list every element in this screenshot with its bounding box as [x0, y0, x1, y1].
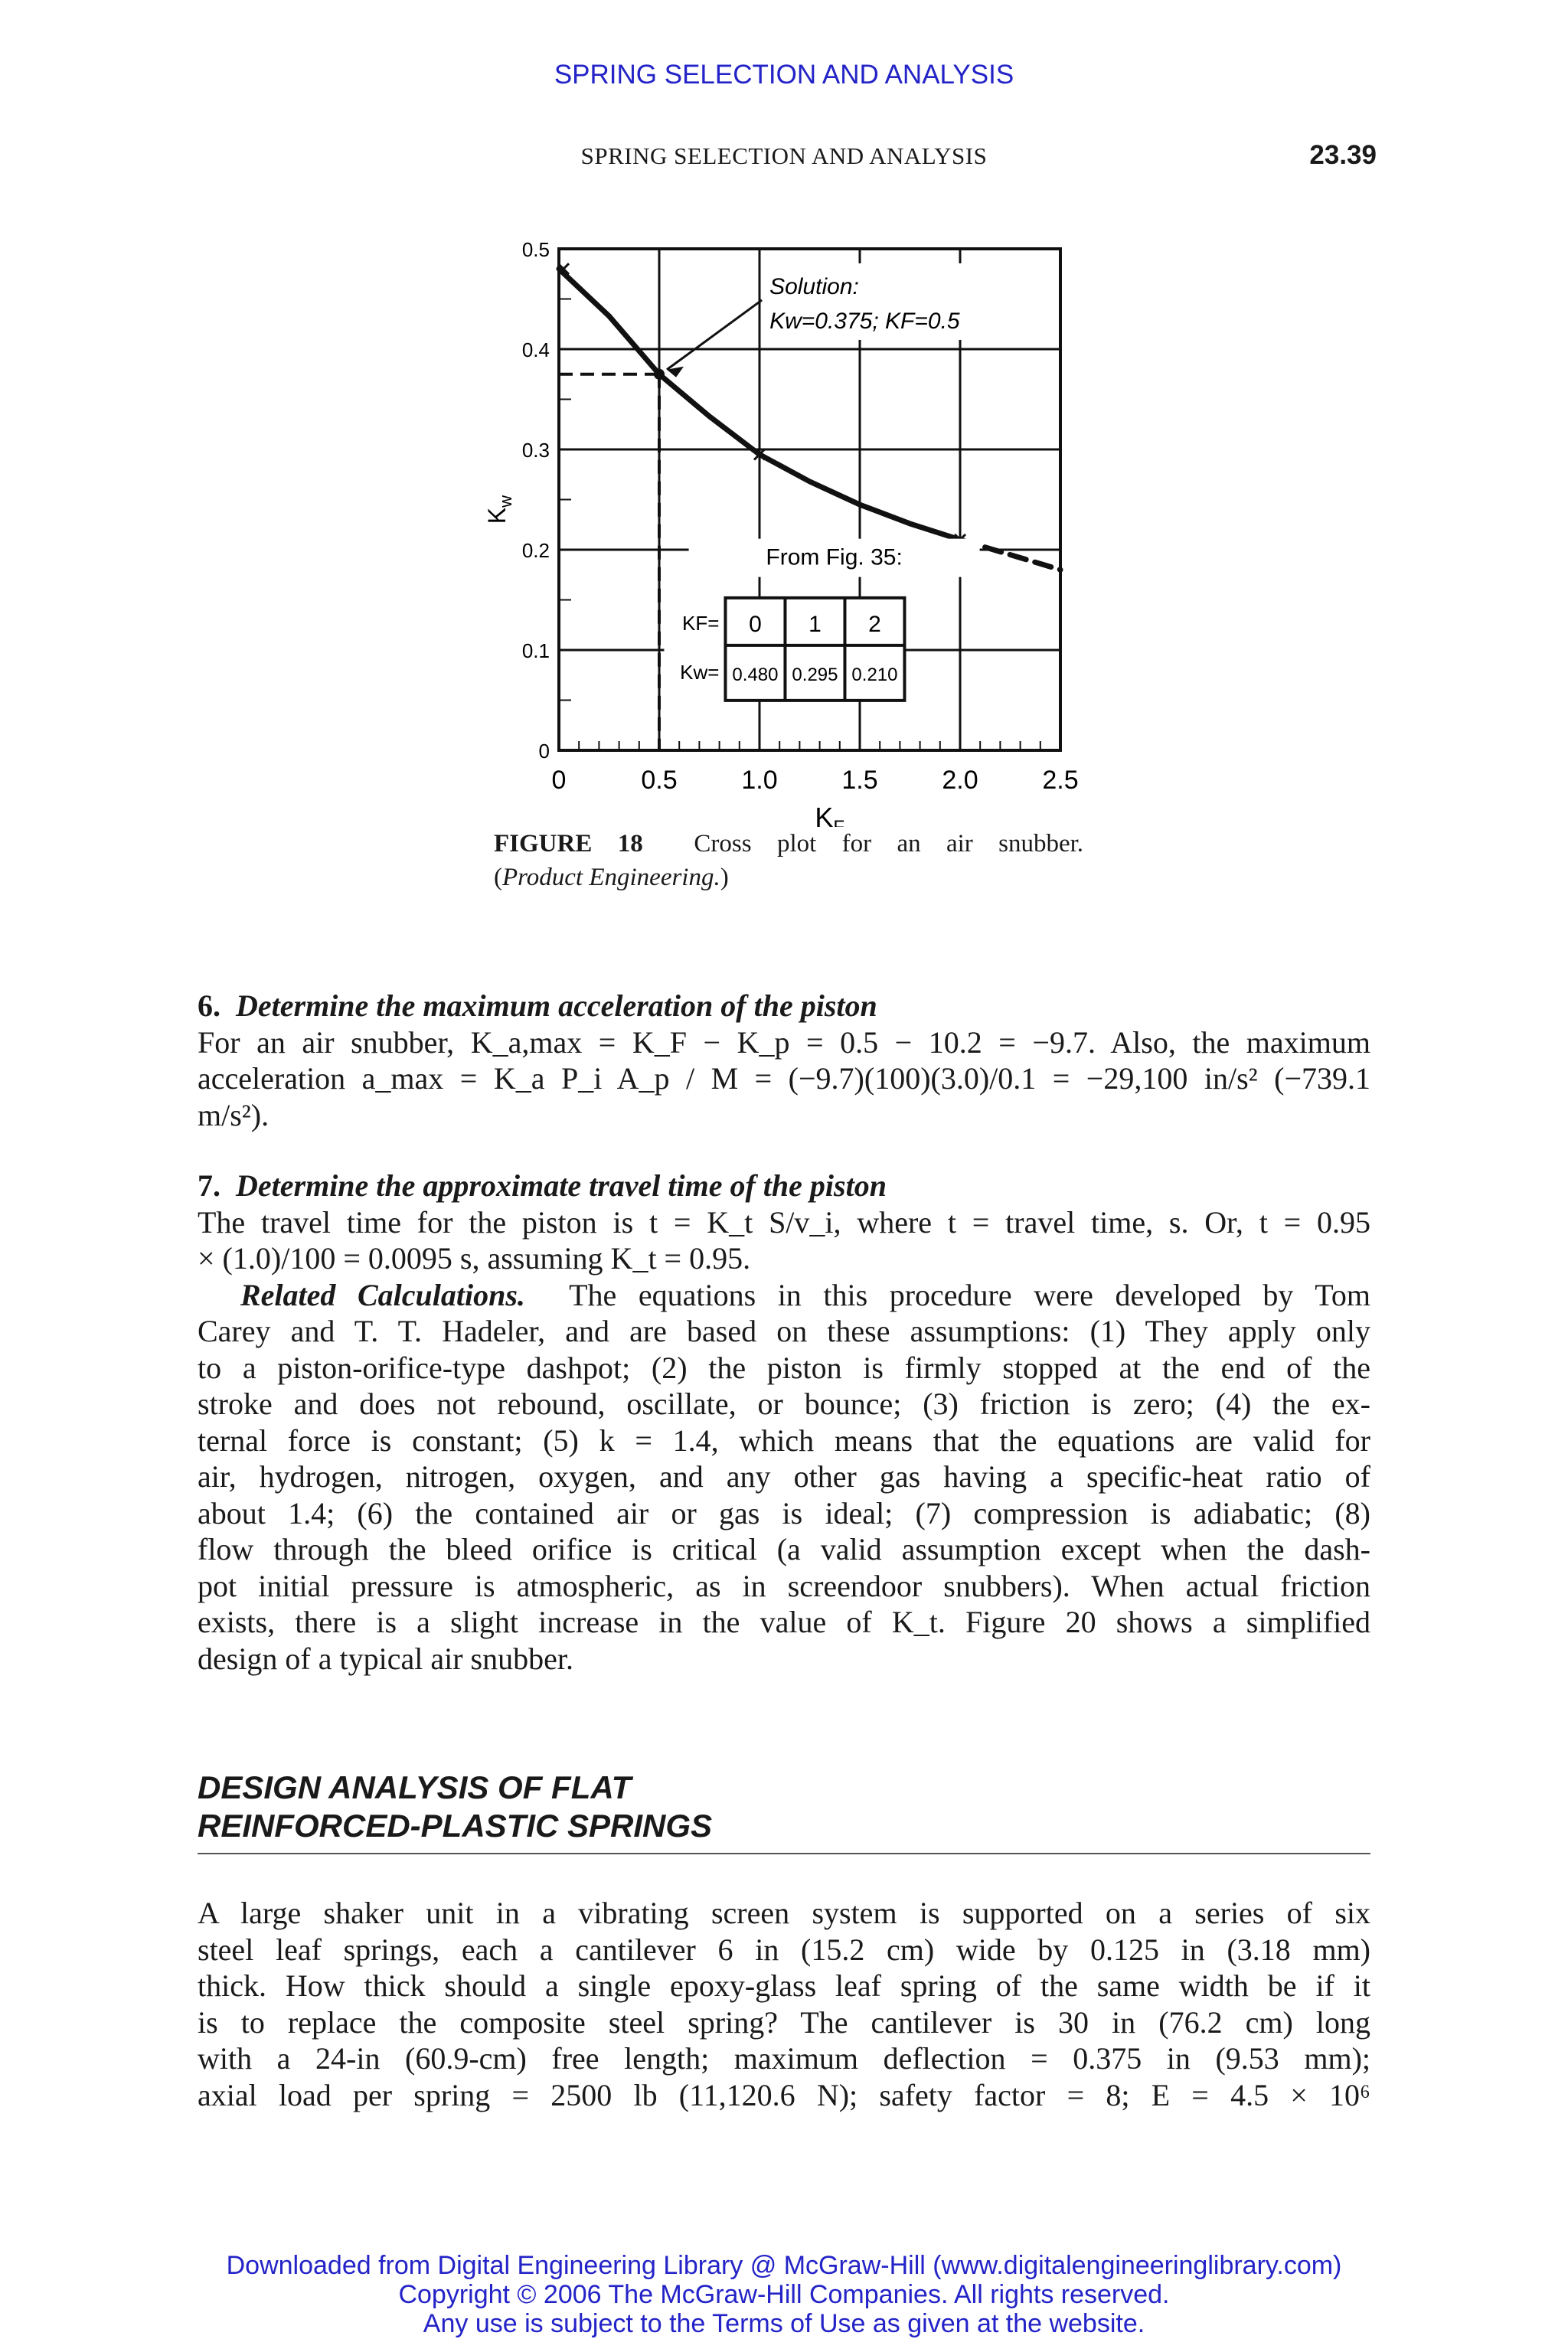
running-head: SPRING SELECTION AND ANALYSIS: [580, 142, 988, 169]
y-axis-label: $K_w$: [483, 495, 515, 524]
table-cell: 2: [868, 611, 881, 637]
table-cell: 0.295: [792, 664, 838, 685]
related-line: flow through the bleed orifice is critical (a valid assumption except when the dash-: [198, 1532, 1370, 1566]
related-line: exists, there is a slight increase in the value of K_t. Figure 20 shows a simplified: [198, 1605, 1370, 1639]
y-tick-label: 0.4: [521, 338, 550, 361]
step-7-line: The travel time for the piston is t = K_t S/v_i, where t = travel time, s. Or, t = 0.95: [198, 1204, 1370, 1240]
figure-label: FIGURE 18: [494, 830, 643, 858]
step-6-heading: Determine the maximum acceleration of the piston: [236, 988, 877, 1023]
x-axis-label: K: [815, 802, 834, 827]
step-7: [198, 1168, 1370, 1677]
footer-download-link[interactable]: Downloaded from Digital Engineering Library @ McGraw-Hill (www.digitalengineeringlibrary.com): [226, 2251, 1342, 2280]
step-7-line: × (1.0)/100 = 0.0095 s, assuming K_t = 0.95.: [198, 1241, 751, 1276]
section-heading-line: DESIGN ANALYSIS OF FLAT: [198, 1769, 632, 1805]
y-tick-label: 0: [538, 740, 550, 763]
table-cell: 0.480: [732, 664, 779, 685]
section-heading-line: REINFORCED-PLASTIC SPRINGS: [198, 1808, 713, 1844]
section-divider: [198, 1853, 1370, 1854]
related-line: ternal force is constant; (5) k = 1.4, which means that the equations are valid for: [198, 1423, 1370, 1458]
related-calculations-label: Related Calculations.: [240, 1277, 525, 1312]
x-tick-label: 0: [551, 766, 567, 795]
annotation-values: Kw=0.375; KF=0.5: [769, 308, 960, 334]
related-line: design of a typical air snubber.: [198, 1641, 573, 1676]
section-heading: [198, 1769, 1370, 1845]
section-line: steel leaf springs, each a cantilever 6 in (15.2 cm) wide by 0.125 in (3.18 mm): [198, 1932, 1370, 1967]
cross-plot-chart: [482, 230, 1095, 827]
table-title: From Fig. 35:: [766, 544, 903, 570]
step-7-number: 7.: [198, 1168, 220, 1203]
related-line: stroke and does not rebound, oscillate, or bounce; (3) friction is zero; (4) the ex-: [198, 1387, 1370, 1421]
footer: [0, 2251, 1568, 2338]
figure-caption-text: Cross plot for an air snubber.: [694, 830, 1084, 858]
table-cell: 0: [749, 611, 762, 637]
annotation-title: Solution:: [769, 273, 859, 299]
x-tick-label: 0.5: [641, 766, 678, 795]
figure-18: [482, 230, 1095, 827]
step-6-line: For an air snubber, K_a,max = K_F − K_p = 0.5 − 10.2 = −9.7. Also, the maximum: [198, 1024, 1370, 1060]
x-tick-label: 1.0: [741, 766, 778, 795]
page-number: 23.39: [1309, 140, 1377, 170]
step-6-line: acceleration a_max = K_a P_i A_p / M = (−9.7)(100)(3.0)/0.1 = −29,100 in/s² (−739.1: [198, 1061, 1370, 1096]
y-tick-label: 0.3: [521, 439, 550, 462]
step-6-number: 6.: [198, 988, 220, 1023]
x-tick-label: 2.0: [942, 766, 978, 795]
footer-copyright: Copyright © 2006 The McGraw-Hill Companies. All rights reserved.: [398, 2280, 1170, 2309]
related-line: pot initial pressure is atmospheric, as in screendoor snubbers). When actual friction: [198, 1568, 1370, 1603]
section-body: [198, 1895, 1370, 2113]
x-tick-label: 2.5: [1042, 766, 1079, 795]
section-line: axial load per spring = 2500 lb (11,120.6 N); safety factor = 8; E = 4.5 × 10⁶: [198, 2077, 1370, 2112]
y-tick-label: 0.2: [521, 539, 550, 562]
related-line: to a piston-orifice-type dashpot; (2) the piston is firmly stopped at the end of the: [198, 1350, 1370, 1385]
figure-source: Product Engineering.: [502, 864, 720, 891]
section-line: A large shaker unit in a vibrating screen system is supported on a series of six: [198, 1896, 1370, 1930]
related-line: about 1.4; (6) the contained air or gas is ideal; (7) compression is adiabatic; (8): [198, 1495, 1370, 1530]
y-tick-label: 0.1: [521, 639, 550, 662]
step-6: [198, 988, 1370, 1133]
figure-caption: FIGURE 18 Cross plot for an air snubber. (Product Engineering.): [494, 830, 1084, 891]
annotation-arrow: [667, 300, 762, 370]
table-cell: 0.210: [851, 664, 898, 685]
related-line: air, hydrogen, nitrogen, oxygen, and any other gas having a specific-heat ratio of: [198, 1459, 1370, 1494]
table-cell: 1: [808, 611, 822, 637]
top-banner: SPRING SELECTION AND ANALYSIS: [554, 60, 1014, 90]
table-row-label: Kw=: [680, 660, 720, 684]
x-tick-label: 1.5: [841, 766, 878, 795]
step-6-line: m/s²).: [198, 1097, 270, 1132]
footer-terms: Any use is subject to the Terms of Use as given at the website.: [423, 2309, 1145, 2338]
related-line: Carey and T. T. Hadeler, and are based on these assumptions: (1) They apply only: [198, 1314, 1370, 1348]
y-tick-label: 0.5: [521, 238, 550, 261]
table-row-label: KF=: [682, 611, 720, 635]
solution-point: [654, 369, 665, 380]
section-line: with a 24-in (60.9-cm) free length; maximum deflection = 0.375 in (9.53 mm);: [198, 2041, 1370, 2076]
section-line: is to replace the composite steel spring? The cantilever is 30 in (76.2 cm) long: [198, 2004, 1370, 2040]
step-7-heading: Determine the approximate travel time of the piston: [236, 1168, 887, 1203]
section-line: thick. How thick should a single epoxy-glass leaf spring of the same width be if it: [198, 1968, 1370, 2003]
related-line: The equations in this procedure were developed by Tom: [569, 1277, 1371, 1312]
